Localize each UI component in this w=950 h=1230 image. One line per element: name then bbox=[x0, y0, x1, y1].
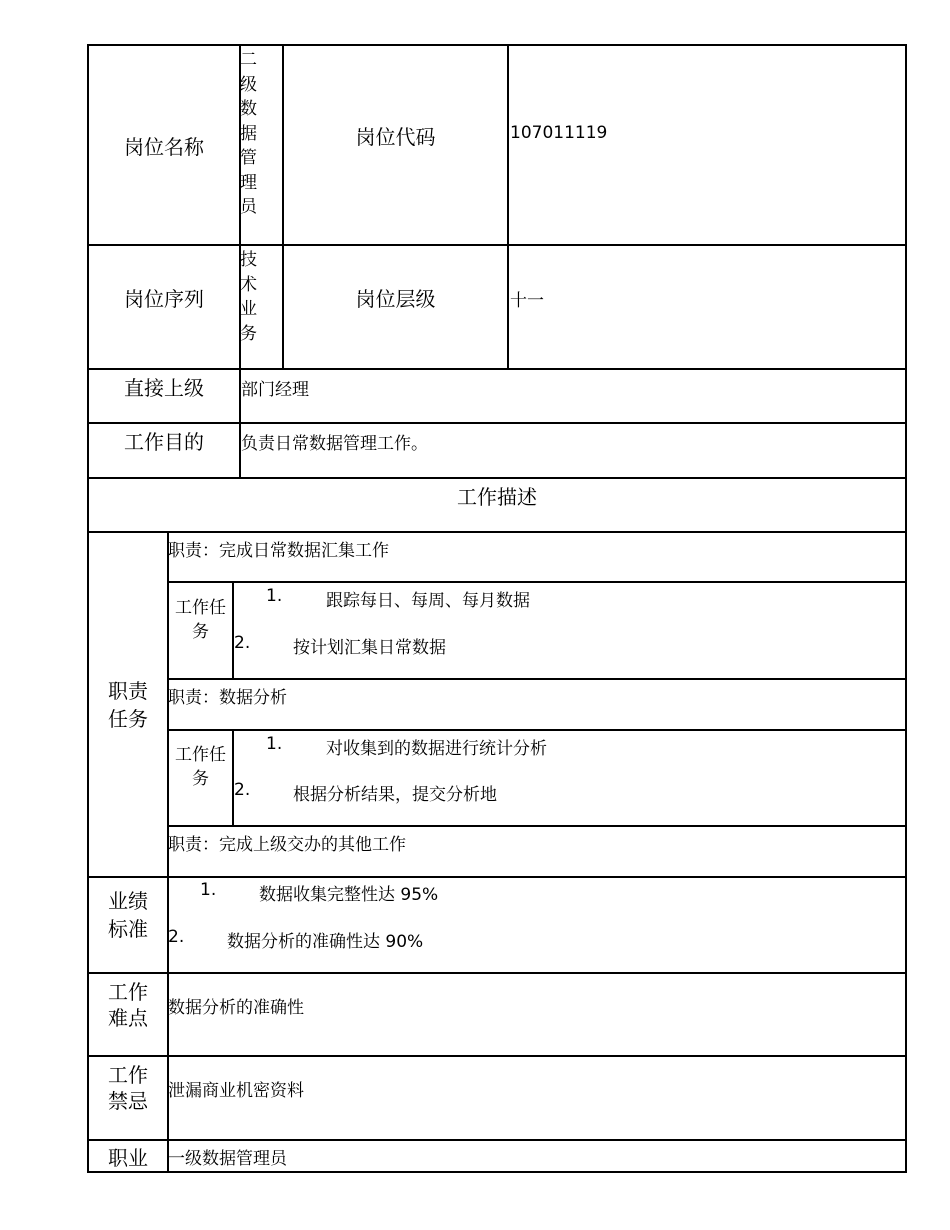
performance-number: 1. bbox=[200, 880, 217, 900]
taboo-label-line2: 禁忌 bbox=[108, 1089, 148, 1113]
task-label-line1: 工作任 bbox=[175, 598, 226, 618]
row-divider bbox=[87, 1139, 907, 1141]
task-text: 按计划汇集日常数据 bbox=[293, 638, 446, 658]
performance-label bbox=[89, 878, 167, 952]
task-label-line2: 务 bbox=[192, 769, 209, 789]
task-label bbox=[169, 583, 232, 657]
post-level-label: 岗位层级 bbox=[355, 286, 436, 311]
taboo-value: 泄漏商业机密资料 bbox=[168, 1081, 304, 1101]
post-name-label: 岗位名称 bbox=[124, 134, 204, 159]
career-value: 一级数据管理员 bbox=[168, 1149, 287, 1169]
difficulty-label-line2: 难点 bbox=[108, 1006, 148, 1030]
task-number: 1. bbox=[266, 734, 283, 754]
column-divider bbox=[232, 729, 234, 826]
row-divider bbox=[167, 729, 907, 731]
performance-label-line2: 标准 bbox=[108, 917, 148, 941]
post-name-value: 二级数据管理员 bbox=[240, 50, 257, 217]
taboo-label bbox=[89, 1057, 167, 1119]
duty-label-line1: 职责 bbox=[108, 678, 148, 703]
task-label-line2: 务 bbox=[192, 622, 209, 642]
row-divider bbox=[87, 972, 907, 974]
difficulty-label bbox=[89, 974, 167, 1036]
row-divider bbox=[87, 531, 907, 533]
performance-text: 数据分析的准确性达 90% bbox=[227, 932, 424, 952]
duty-title: 职责：完成日常数据汇集工作 bbox=[168, 541, 389, 561]
task-text: 跟踪每日、每周、每月数据 bbox=[326, 591, 530, 611]
superior-value: 部门经理 bbox=[241, 380, 309, 400]
difficulty-label-line1: 工作 bbox=[108, 980, 148, 1004]
post-code-label: 岗位代码 bbox=[355, 124, 436, 149]
work-description-title: 工作描述 bbox=[457, 484, 537, 509]
performance-number: 2. bbox=[168, 927, 185, 947]
task-number: 1. bbox=[266, 586, 283, 606]
task-label-line1: 工作任 bbox=[175, 745, 226, 765]
column-divider bbox=[232, 581, 234, 679]
post-code-value: 107011119 bbox=[510, 123, 608, 143]
task-text: 根据分析结果，提交分析地 bbox=[293, 785, 497, 805]
career-label: 职业 bbox=[108, 1145, 148, 1170]
performance-text: 数据收集完整性达 95% bbox=[259, 885, 439, 905]
task-text: 对收集到的数据进行统计分析 bbox=[326, 739, 547, 759]
row-divider bbox=[167, 825, 907, 827]
row-divider bbox=[167, 581, 907, 583]
task-number: 2. bbox=[234, 633, 251, 653]
purpose-value: 负责日常数据管理工作。 bbox=[241, 434, 428, 454]
task-number: 2. bbox=[234, 780, 251, 800]
performance-label-line1: 业绩 bbox=[108, 889, 148, 913]
taboo-label-line1: 工作 bbox=[108, 1063, 148, 1087]
row-divider bbox=[87, 876, 907, 878]
row-divider bbox=[87, 1055, 907, 1057]
task-label bbox=[169, 731, 232, 805]
table-border-bottom bbox=[87, 1171, 907, 1173]
purpose-label: 工作目的 bbox=[124, 429, 204, 454]
duty-section-label bbox=[89, 533, 167, 876]
difficulty-value: 数据分析的准确性 bbox=[168, 998, 304, 1018]
table-border-right bbox=[905, 44, 907, 1173]
column-divider bbox=[507, 44, 509, 369]
row-divider bbox=[167, 678, 907, 680]
post-series-label: 岗位序列 bbox=[124, 286, 204, 311]
superior-label: 直接上级 bbox=[124, 375, 204, 400]
post-series-value: 技术业务 bbox=[240, 250, 257, 344]
post-level-value: 十一 bbox=[510, 291, 544, 311]
duty-title: 职责：完成上级交办的其他工作 bbox=[168, 835, 406, 855]
duty-label-line2: 任务 bbox=[108, 706, 148, 731]
duty-title: 职责：数据分析 bbox=[168, 688, 287, 708]
